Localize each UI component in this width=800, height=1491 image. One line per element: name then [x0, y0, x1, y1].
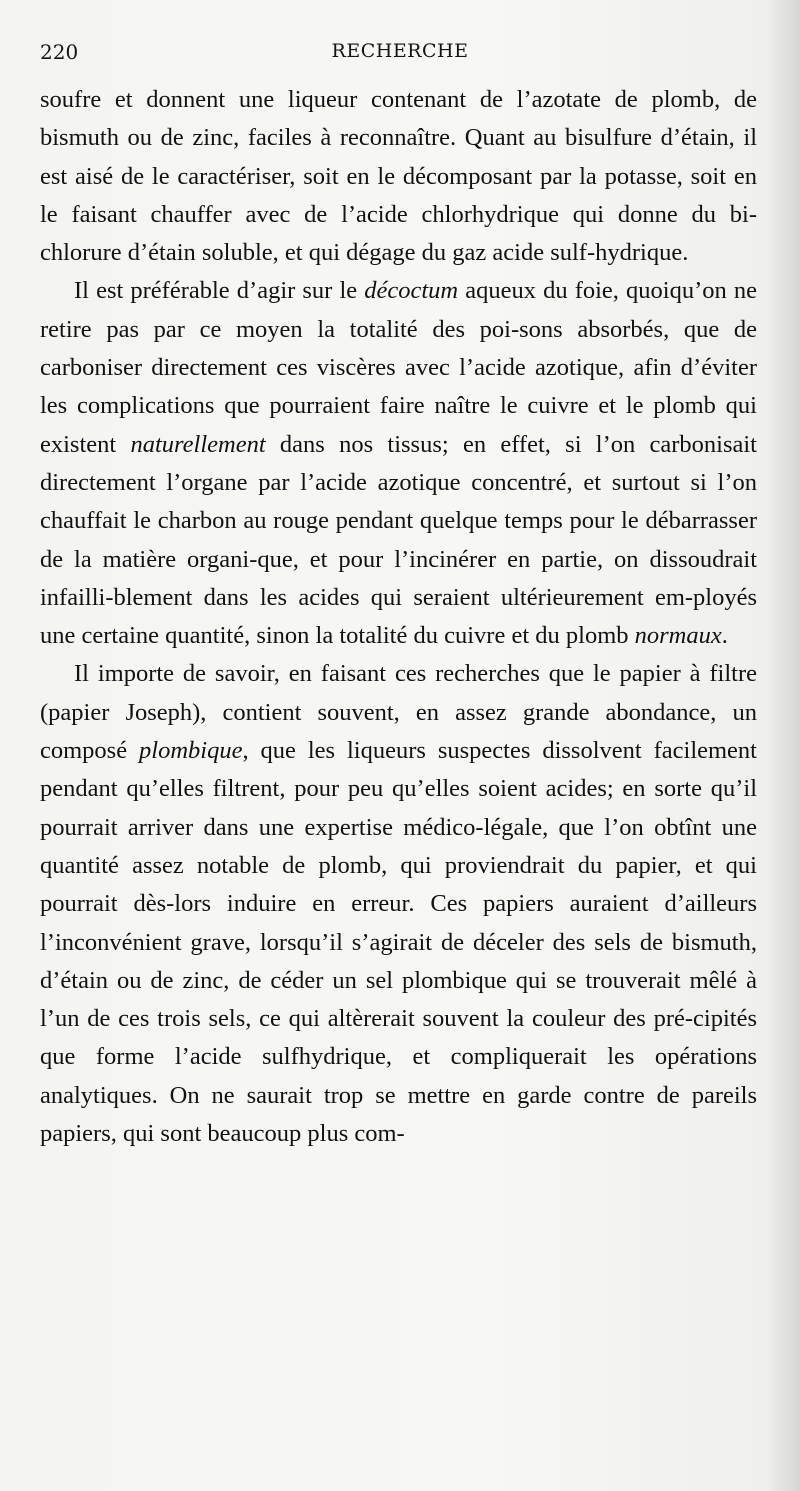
- paragraph: [40, 81, 757, 272]
- running-title: RECHERCHE: [331, 40, 469, 62]
- italic-text: naturellement: [130, 430, 266, 458]
- paragraph: [40, 272, 757, 655]
- italic-text: plombique: [139, 737, 243, 765]
- italic-text: normaux: [634, 622, 722, 650]
- paragraph-text: Il importe de savoir, en faisant ces recherches que le papier à filtre (papier Joseph), contient souvent, en assez grande abondance, un composé: [40, 660, 757, 765]
- body-text: [40, 81, 757, 1153]
- paragraph-text: soufre et donnent une liqueur contenant de l’azotate de plomb, de bismuth ou de zinc, faciles à reconnaître. Quant au bisulfure d’étain, il est aisé de le caractériser, soit en le décomposant par la potasse, soit en le faisant chauffer avec de l’acide chlorhydrique qui donne du bi-chlorure d’étain soluble, et qui dégage du gaz acide sulf-hydrique.: [40, 86, 757, 267]
- paragraph-text: .: [721, 622, 728, 650]
- page-header: [40, 40, 760, 74]
- paragraph: [40, 655, 757, 1153]
- page-edge-shadow: [766, 0, 800, 1491]
- page-number: 220: [40, 40, 79, 64]
- paragraph-text: dans nos tissus; en effet, si l’on carbonisait directement l’organe par l’acide azotique concentré, et surtout si l’on chauffait le charbon au rouge pendant quelque temps pour le débarrasser de la matière organi-que, et pour l’incinérer en partie, on dissoudrait infailli-blement dans les acides qui seraient ultérieurement em-ployés une certaine quantité, sinon la totalité du cuivre et du plomb: [40, 430, 757, 650]
- paragraph-text: aqueux du foie, quoiqu’on ne retire pas par ce moyen la totalité des poi-sons absorbés, que de carboniser directement ces viscères avec l’acide azotique, afin d’éviter les complications que pourraient faire naître le cuivre et le plomb qui existent: [40, 277, 757, 458]
- italic-text: décoctum: [364, 277, 459, 305]
- paragraph-text: Il est préférable d’agir sur le: [74, 277, 365, 305]
- paragraph-text: , que les liqueurs suspectes dissolvent facilement pendant qu’elles filtrent, pour peu qu’elles soient acides; en sorte qu’il pourrait arriver dans une expertise médico-légale, que l’on obtînt une quantité assez notable de plomb, qui proviendrait du papier, et qui pourrait dès-lors induire en erreur. Ces papiers auraient d’ailleurs l’inconvénient grave, lorsqu’il s’agirait de déceler des sels de bismuth, d’étain ou de zinc, de céder un sel plombique qui se trouverait mêlé à l’un de ces trois sels, ce qui altèrerait souvent la couleur des pré-cipités que forme l’acide sulfhydrique, et compliquerait les opérations analytiques. On ne saurait trop se mettre en garde contre de pareils papiers, qui sont beaucoup plus com-: [40, 737, 757, 1148]
